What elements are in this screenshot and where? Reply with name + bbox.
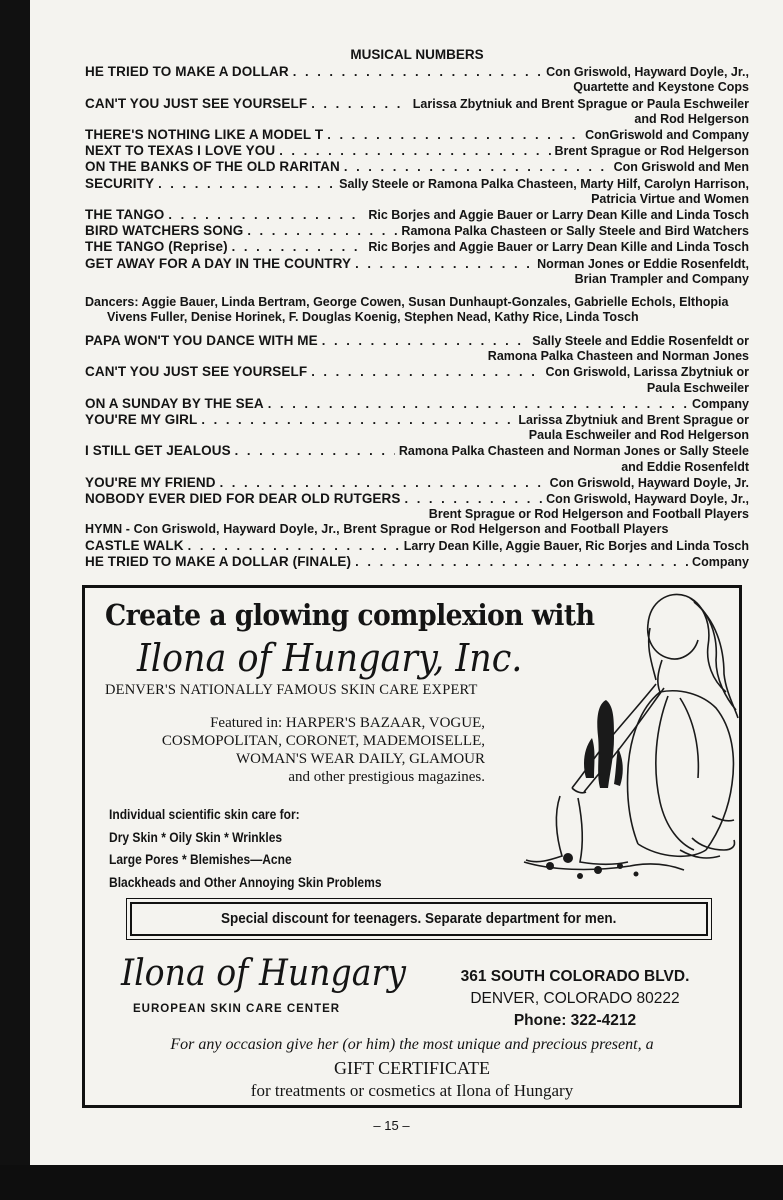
leader-dots xyxy=(311,96,409,111)
performers-continued: Paula Eschweiler and Rod Helgerson xyxy=(528,428,749,443)
musical-number-entry xyxy=(85,396,749,412)
musical-number-entry xyxy=(85,412,749,443)
performers: Ramona Palka Chasteen and Norman Jones or Sally Steele xyxy=(398,444,749,459)
leader-dots xyxy=(268,396,688,411)
care-list-item: Blackheads and Other Annoying Skin Problems xyxy=(109,873,382,890)
number-line xyxy=(85,207,749,223)
ad-brand-name: Ilona of Hungary, Inc. xyxy=(137,636,523,680)
featured-line: COSMOPOLITAN, CORONET, MADEMOISELLE, xyxy=(161,733,485,749)
song-title: THE TANGO (Reprise) xyxy=(85,239,228,255)
performers: Ric Borjes and Aggie Bauer or Larry Dean Kille and Linda Tosch xyxy=(368,240,749,255)
musical-number-entry xyxy=(85,443,749,474)
performers: Con Griswold, Hayward Doyle, Jr., xyxy=(546,65,749,80)
musical-number-entry xyxy=(85,364,749,395)
dancers-paragraph xyxy=(85,295,749,325)
musical-number-entry xyxy=(85,207,749,223)
leader-dots xyxy=(293,64,542,79)
scan-bottom-edge xyxy=(0,1165,783,1200)
dancers-names: Aggie Bauer, Linda Bertram, George Cowen, Susan Dunhaupt-Gonzales, Gabrielle Echols, Elthopia Vivens Fuller, Denise Horinek, F. Douglas Koenig, Stephen Nead, Kathy Rice, Linda Tosch xyxy=(107,295,729,325)
number-line xyxy=(85,412,749,428)
leader-dots xyxy=(311,364,541,379)
leader-dots xyxy=(158,176,335,191)
number-line xyxy=(85,176,749,192)
musical-number-entry xyxy=(85,127,749,143)
musical-number-entry xyxy=(85,143,749,159)
musical-number-entry xyxy=(85,538,749,554)
number-line xyxy=(85,64,749,80)
ad-occasion-line: For any occasion give her (or him) the most unique and precious present, a xyxy=(170,1036,654,1053)
ad-address-block xyxy=(425,966,725,1032)
address-street: 361 SOUTH COLORADO BLVD. xyxy=(460,968,690,985)
leader-dots xyxy=(404,491,542,506)
performers-continued: Brent Sprague or Rod Helgerson and Football Players xyxy=(428,507,749,522)
number-line xyxy=(85,333,749,349)
musical-number-entry xyxy=(85,333,749,364)
leader-dots xyxy=(168,207,364,222)
leader-dots xyxy=(220,475,546,490)
performers: Larissa Zbytniuk and Brent Sprague or Paula Eschweiler xyxy=(412,96,749,111)
hymn-line xyxy=(85,522,749,537)
ad-subbrand: EUROPEAN SKIN CARE CENTER xyxy=(133,1003,341,1015)
woman-illustration xyxy=(480,588,742,888)
song-title: THERE'S NOTHING LIKE A MODEL T xyxy=(85,127,324,143)
musical-number-entry xyxy=(85,491,749,522)
performers-continued: Paula Eschweiler xyxy=(646,380,749,395)
performers-continued: and Eddie Rosenfeldt xyxy=(621,459,749,474)
song-title: I STILL GET JEALOUS xyxy=(85,443,231,459)
musical-numbers-section xyxy=(85,47,749,570)
performers: Ric Borjes and Aggie Bauer or Larry Dean Kille and Linda Tosch xyxy=(368,208,749,223)
leader-dots xyxy=(279,143,550,158)
featured-in-block xyxy=(125,714,485,786)
hymn-text: HYMN - Con Griswold, Hayward Doyle, Jr., Brent Sprague or Rod Helgerson and Football Players xyxy=(85,522,669,537)
performers: Company xyxy=(692,554,749,569)
performers: Larissa Zbytniuk and Brent Sprague or xyxy=(518,413,749,428)
number-line xyxy=(85,443,749,459)
song-title: BIRD WATCHERS SONG xyxy=(85,223,244,239)
song-title: GET AWAY FOR A DAY IN THE COUNTRY xyxy=(85,255,352,271)
care-list-item: Large Pores * Blemishes—Acne xyxy=(109,851,292,867)
leader-dots xyxy=(201,412,514,427)
number-line xyxy=(85,159,749,175)
song-title: NOBODY EVER DIED FOR DEAR OLD RUTGERS xyxy=(85,491,401,507)
musical-number-entry xyxy=(85,239,749,255)
ilona-advertisement xyxy=(82,585,742,1108)
leader-dots xyxy=(327,127,581,142)
performers: Con Griswold, Larissa Zbytniuk or xyxy=(545,365,749,380)
address-phone: Phone: 322-4212 xyxy=(513,1012,637,1029)
performers: Brent Sprague or Rod Helgerson xyxy=(554,144,749,159)
song-title: HE TRIED TO MAKE A DOLLAR (FINALE) xyxy=(85,553,352,569)
performers: Ramona Palka Chasteen or Sally Steele and Bird Watchers xyxy=(401,224,749,239)
care-list-item: Individual scientific skin care for: xyxy=(109,806,300,822)
number-line xyxy=(85,538,749,554)
number-line xyxy=(85,96,749,112)
performers: Con Griswold and Men xyxy=(613,160,749,175)
performers-continued: Patricia Virtue and Women xyxy=(591,191,749,206)
numbers-list-part2 xyxy=(85,333,749,522)
leader-dots xyxy=(322,333,529,348)
numbers-list-part1 xyxy=(85,64,749,287)
musical-numbers-title: MUSICAL NUMBERS xyxy=(350,47,484,62)
performers: Sally Steele and Eddie Rosenfeldt or xyxy=(532,334,749,349)
musical-number-entry xyxy=(85,223,749,239)
number-line xyxy=(85,256,749,272)
ad-brand-signature: Ilona of Hungary xyxy=(121,953,406,994)
leader-dots xyxy=(355,554,688,569)
leader-dots xyxy=(344,159,610,174)
performers-continued: and Rod Helgerson xyxy=(634,111,749,126)
featured-line: Featured in: HARPER'S BAZAAR, VOGUE, xyxy=(210,715,485,731)
ad-gift-detail: for treatments or cosmetics at Ilona of Hungary xyxy=(250,1081,574,1100)
song-title: ON THE BANKS OF THE OLD RARITAN xyxy=(85,159,340,175)
song-title: NEXT TO TEXAS I LOVE YOU xyxy=(85,143,276,159)
song-title: HE TRIED TO MAKE A DOLLAR xyxy=(85,64,289,80)
featured-line: WOMAN'S WEAR DAILY, GLAMOUR xyxy=(236,751,485,767)
leader-dots xyxy=(235,443,395,458)
song-title: YOU'RE MY FRIEND xyxy=(85,474,216,490)
ad-headline: Create a glowing complexion with xyxy=(105,598,595,632)
song-title: CAN'T YOU JUST SEE YOURSELF xyxy=(85,95,308,111)
musical-number-entry xyxy=(85,159,749,175)
song-title: SECURITY xyxy=(85,175,155,191)
discount-banner xyxy=(130,902,708,936)
song-title: YOU'RE MY GIRL xyxy=(85,412,198,428)
song-title: THE TANGO xyxy=(85,207,165,223)
performers-continued: Ramona Palka Chasteen and Norman Jones xyxy=(487,349,749,364)
song-title: CAN'T YOU JUST SEE YOURSELF xyxy=(85,364,308,380)
number-line xyxy=(85,491,749,507)
musical-number-entry xyxy=(85,96,749,127)
number-line xyxy=(85,223,749,239)
performers: Company xyxy=(692,396,749,411)
performers-continued: Quartette and Keystone Cops xyxy=(573,80,749,95)
musical-number-entry xyxy=(85,475,749,491)
leader-dots xyxy=(247,223,397,238)
number-line xyxy=(85,143,749,159)
performers: Con Griswold, Hayward Doyle, Jr., xyxy=(546,492,749,507)
number-line xyxy=(85,396,749,412)
care-list-item: Dry Skin * Oily Skin * Wrinkles xyxy=(109,828,283,845)
song-title: ON A SUNDAY BY THE SEA xyxy=(85,395,264,411)
address-city: DENVER, COLORADO 80222 xyxy=(470,990,680,1007)
performers-continued: Brian Trampler and Company xyxy=(574,271,749,286)
leader-dots xyxy=(355,256,533,271)
dancers-label: Dancers: xyxy=(85,295,139,310)
ad-gift-certificate: GIFT CERTIFICATE xyxy=(333,1058,491,1078)
number-line xyxy=(85,239,749,255)
number-line xyxy=(85,475,749,491)
featured-line: and other prestigious magazines. xyxy=(288,769,485,785)
performers: Con Griswold, Hayward Doyle, Jr. xyxy=(549,475,749,490)
number-line xyxy=(85,554,749,570)
performers: Norman Jones or Eddie Rosenfeldt, xyxy=(537,256,749,271)
musical-number-entry xyxy=(85,176,749,207)
leader-dots xyxy=(188,538,400,553)
song-title: PAPA WON'T YOU DANCE WITH ME xyxy=(85,333,318,349)
musical-number-entry xyxy=(85,554,749,570)
numbers-list-part3 xyxy=(85,538,749,570)
musical-number-entry xyxy=(85,64,749,95)
performers: ConGriswold and Company xyxy=(585,128,749,143)
ad-tagline: DENVER'S NATIONALLY FAMOUS SKIN CARE EXPERT xyxy=(105,682,478,698)
discount-text: Special discount for teenagers. Separate department for men. xyxy=(221,910,617,927)
number-line xyxy=(85,364,749,380)
song-title: CASTLE WALK xyxy=(85,537,184,553)
page-number: – 15 – xyxy=(373,1118,410,1133)
skin-care-list xyxy=(109,803,382,893)
leader-dots xyxy=(232,239,365,254)
musical-number-entry xyxy=(85,256,749,287)
performers: Sally Steele or Ramona Palka Chasteen, Marty Hilf, Carolyn Harrison, xyxy=(339,176,749,191)
performers: Larry Dean Kille, Aggie Bauer, Ric Borjes and Linda Tosch xyxy=(403,538,749,553)
number-line xyxy=(85,127,749,143)
